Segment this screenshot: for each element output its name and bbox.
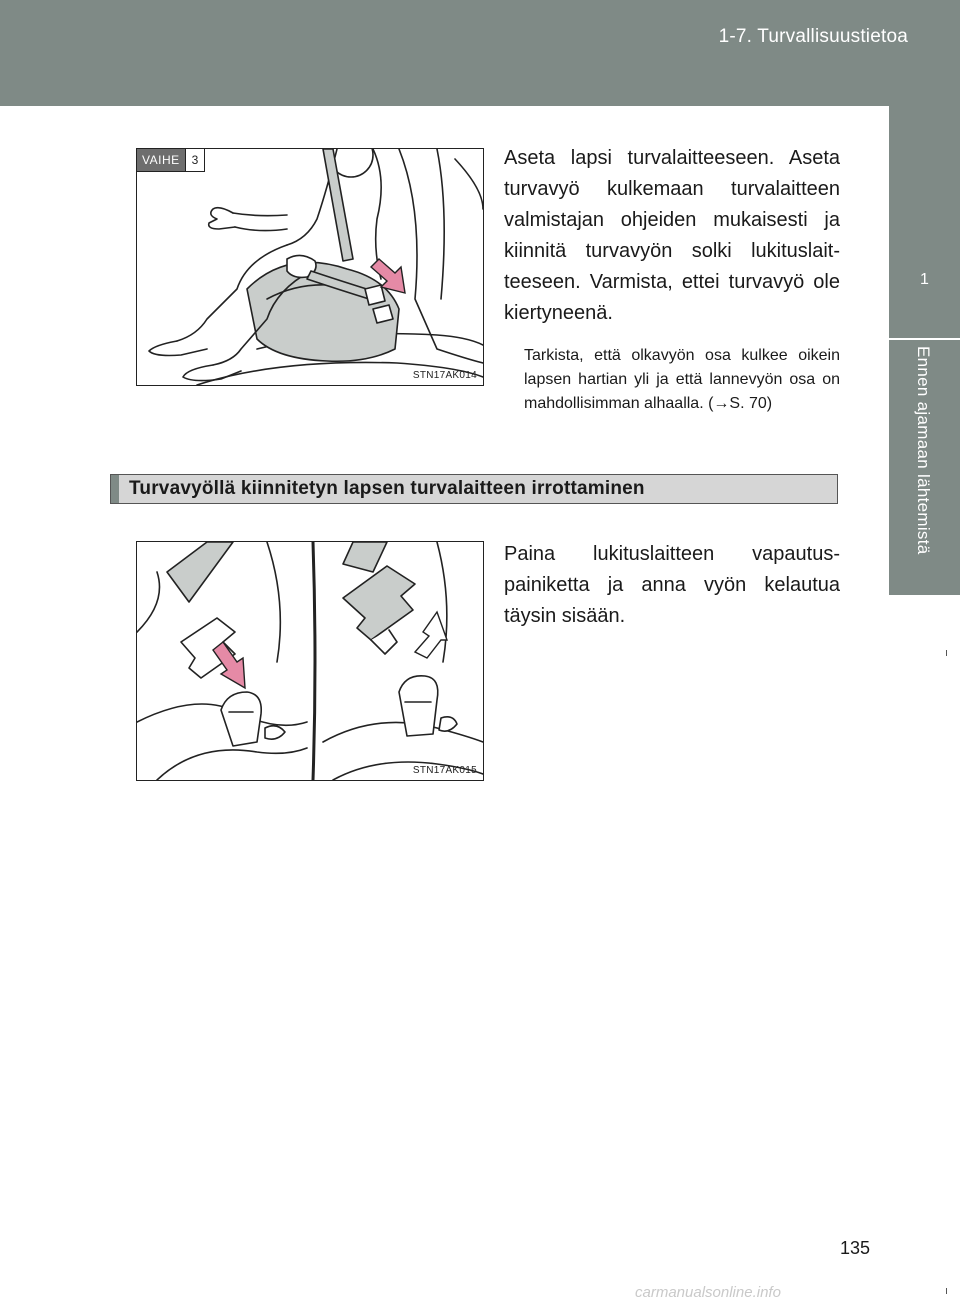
chapter-strip <box>889 340 960 595</box>
chapter-number: 1 <box>920 271 929 288</box>
figure-code: STN17AK014 <box>412 370 477 381</box>
step-number: 3 <box>185 149 205 171</box>
subheading-text: Turvavyöllä kiinnitetyn lapsen turvalaitteen irrottaminen <box>129 478 645 499</box>
chapter-title: Ennen ajamaan lähtemistä <box>914 346 933 555</box>
chapter-tab <box>889 106 960 338</box>
step-badge <box>137 149 205 172</box>
figure-booster-seat <box>136 148 484 386</box>
page-number: 135 <box>840 1238 871 1258</box>
figure-code: STN17AK015 <box>412 765 477 776</box>
figure-buckle-release <box>136 541 484 781</box>
margin-tick <box>946 650 947 656</box>
retract-arrow <box>415 612 447 658</box>
margin-tick <box>946 1288 947 1294</box>
buckle-release-illustration <box>137 542 483 780</box>
step3-note: Tarkista, että olkavyön osa kulkee oikein lapsen hartian yli ja että lannevyön osa on mahdollisimman alhaalla. (→S. 70) <box>524 347 840 412</box>
step3-paragraph: Aseta lapsi turvalaitteeseen. Aseta turvavyö kulkemaan turvalaitteen valmistajan ohjeiden mukaisesti ja kiinnitä turvavyön solki lukituslaitteeseen. Varmista, ettei turvavyö ole kiertyneenä. <box>504 147 840 324</box>
release-paragraph: Paina lukituslaitteen vapautuspainiketta ja anna vyön kelautua täysin sisään. <box>504 543 840 627</box>
booster-seat-illustration <box>137 149 483 385</box>
section-title: 1-7. Turvallisuustietoa <box>718 26 908 47</box>
step-label: VAIHE <box>137 149 185 171</box>
section-subheading <box>110 474 838 504</box>
subheading-bar <box>111 475 119 503</box>
page-header <box>0 0 960 106</box>
watermark: carmanualsonline.info <box>635 1284 781 1301</box>
